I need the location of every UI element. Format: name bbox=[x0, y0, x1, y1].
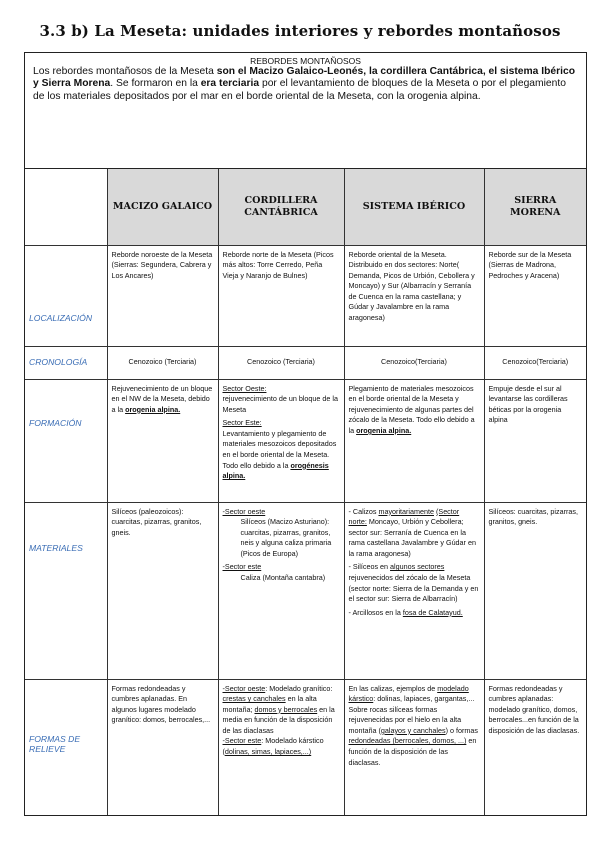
formacion-iberico-underlined: orogenia alpina. bbox=[356, 425, 412, 435]
row-label-cronologia: CRONOLOGÍA bbox=[25, 346, 107, 379]
cell-relieve-morena: Formas redondeadas y cumbres aplanadas: modelado granítico, domos, berrocales...en función de la disposición de las diaclasas. bbox=[484, 679, 586, 815]
cell-cronologia-iberico: Cenozoico(Terciaria) bbox=[344, 346, 484, 379]
cell-materiales-iberico bbox=[344, 502, 484, 679]
comparison-table bbox=[25, 169, 586, 815]
col-header-cordillera-cantabrica: CORDILLERA CANTÁBRICA bbox=[218, 169, 344, 245]
intro-paragraph bbox=[33, 66, 578, 103]
intro-text-1: Los rebordes montañosos de la Meseta bbox=[33, 66, 217, 77]
relieve-cantabrica-sector-este: -Sector este bbox=[222, 736, 262, 746]
materiales-iberico-3u: fosa de Calatayud. bbox=[402, 607, 463, 617]
row-label-relieve: FORMAS DE RELIEVE bbox=[25, 679, 107, 815]
relieve-iberico-c: ) o formas bbox=[445, 725, 478, 735]
intro-bold-1: son el Macizo Galaico-Leonés, la cordillera Cantábrica, el sistema Ibérico y Sierra Morena bbox=[33, 66, 575, 90]
materiales-iberico-3a: - Arcillosos en la bbox=[348, 607, 403, 617]
cell-localizacion-cantabrica: Reborde norte de la Meseta (Picos más altos: Torre Cerredo, Peña Vieja y Naranjo de Bulnes) bbox=[218, 245, 344, 346]
relieve-iberico-u2: galayos y canchales bbox=[380, 725, 446, 735]
materiales-cantabrica-sector-este: -Sector este bbox=[222, 562, 262, 572]
cell-formacion-iberico bbox=[344, 379, 484, 502]
intro-box bbox=[25, 53, 586, 169]
relieve-iberico-d: en función de la disposición de las diaclasas. bbox=[348, 736, 477, 767]
intro-heading: REBORDES MONTAÑOSOS bbox=[250, 56, 361, 66]
relieve-cantabrica-1a: : Modelado granítico: bbox=[265, 683, 333, 693]
page-title: 3.3 b) La Meseta: unidades interiores y rebordes montañosos bbox=[39, 22, 561, 40]
relieve-cantabrica-2u: dolinas, simas, lapiaces,...) bbox=[224, 747, 312, 757]
formacion-galaico-underlined: orogenia alpina. bbox=[125, 404, 181, 414]
formacion-cantabrica-underlined: orogénesis alpina. bbox=[222, 460, 329, 481]
materiales-iberico-2a: - Silíceos en bbox=[348, 562, 391, 572]
cell-localizacion-galaico: Reborde noroeste de la Meseta (Sierras: Segundera, Cabrera y Los Ancares) bbox=[107, 245, 218, 346]
materiales-cantabrica-este-text: Caliza (Montaña cantabra) bbox=[240, 573, 326, 583]
row-cronologia bbox=[25, 346, 586, 379]
row-localizacion bbox=[25, 245, 586, 346]
materiales-cantabrica-sector-oeste: -Sector oeste bbox=[222, 506, 266, 516]
relieve-cantabrica-1u: crestas y canchales bbox=[222, 694, 286, 704]
col-header-macizo-galaico: MACIZO GALAICO bbox=[107, 169, 218, 245]
cell-relieve-cantabrica bbox=[218, 679, 344, 815]
materiales-iberico-2u: algunos sectores bbox=[390, 562, 445, 572]
formacion-galaico-text: Rejuvenecimiento de un bloque en el NW de la Meseta, debido a la bbox=[111, 383, 213, 414]
cell-formacion-cantabrica bbox=[218, 379, 344, 502]
row-label-formacion: FORMACIÓN bbox=[25, 379, 107, 502]
materiales-iberico-1u2: (Sector norte: bbox=[348, 506, 460, 527]
cell-cronologia-galaico: Cenozoico (Terciaria) bbox=[107, 346, 218, 379]
formacion-cantabrica-este-text: Levantamiento y plegamiento de materiales mesozoicos depositados en el borde oriental de la Meseta. Todo ello debido a la bbox=[222, 428, 337, 470]
relieve-cantabrica-2a: : Modelado kárstico ( bbox=[222, 736, 324, 757]
cell-localizacion-iberico: Reborde oriental de la Meseta. Distribuido en dos sectores: Norte( Demanda, Picos de Urbión, Cebollera y Moncayo) y Sur (Albarracín y Serranía de Cuenca en la rama castellana; y Gúdar y Javalambre en la rama aragonesa) bbox=[344, 245, 484, 346]
col-header-sierra-morena: SIERRA MORENA bbox=[484, 169, 586, 245]
materiales-iberico-1b: Moncayo, Urbión y Cebollera; sector sur: Serranía de Cuenca en la rama castellana Javalambre y Gúdar en la rama aragonesa) bbox=[348, 517, 476, 558]
relieve-cantabrica-1b: en la alta montaña; bbox=[222, 694, 317, 714]
materiales-iberico-1u: mayoritariamente bbox=[378, 506, 434, 516]
formacion-cantabrica-sector-oeste: Sector Oeste: bbox=[222, 383, 267, 393]
relieve-iberico-u1: modelado kárstico bbox=[348, 683, 469, 704]
relieve-iberico-a: En las calizas, ejemplos de bbox=[348, 683, 438, 693]
cell-materiales-morena: Silíceos: cuarcitas, pizarras, granitos, gneis. bbox=[484, 502, 586, 679]
cell-localizacion-morena: Reborde sur de la Meseta (Sierras de Madrona, Pedroches y Aracena) bbox=[484, 245, 586, 346]
relieve-iberico-b: : dolinas, lapiaces, gargantas,... Sobre rocas silíceas formas rejuvenecidas por el hielo en la alta montaña ( bbox=[348, 694, 475, 735]
intro-text-2: . Se formaron en la bbox=[110, 78, 201, 90]
cell-relieve-galaico: Formas redondeadas y cumbres aplanadas. En algunos lugares modelado granítico: domos, berrocales,... bbox=[107, 679, 218, 815]
row-relieve bbox=[25, 679, 586, 815]
materiales-iberico-1a: - Calizos bbox=[348, 506, 379, 516]
relieve-cantabrica-sector-oeste: -Sector oeste bbox=[222, 683, 266, 693]
cell-cronologia-cantabrica: Cenozoico (Terciaria) bbox=[218, 346, 344, 379]
corner-cell bbox=[25, 169, 107, 245]
row-formacion bbox=[25, 379, 586, 502]
cell-materiales-galaico: Silíceos (paleozoicos): cuarcitas, pizarras, granitos, gneis. bbox=[107, 502, 218, 679]
cell-materiales-cantabrica bbox=[218, 502, 344, 679]
formacion-cantabrica-oeste-text: rejuvenecimiento de un bloque de la Meseta bbox=[222, 394, 338, 414]
document-table-container bbox=[24, 52, 587, 816]
formacion-cantabrica-sector-este: Sector Este: bbox=[222, 418, 262, 428]
intro-bold-2: era terciaria bbox=[200, 78, 260, 90]
relieve-cantabrica-1c: en la media en función de la disposición de las diaclasas bbox=[222, 704, 335, 735]
cell-formacion-morena: Empuje desde el sur al levantarse las cordilleras béticas por la orogenia alpina bbox=[484, 379, 586, 502]
row-materiales bbox=[25, 502, 586, 679]
relieve-cantabrica-1u2: domos y berrocales bbox=[254, 704, 318, 714]
materiales-iberico-2b: rejuvenecidos del zócalo de la Meseta (sector norte: Sierra de la Demanda y en el sector sur: Sierra de Albarracín) bbox=[348, 573, 479, 604]
cell-relieve-iberico bbox=[344, 679, 484, 815]
col-header-sistema-iberico: SISTEMA IBÉRICO bbox=[344, 169, 484, 245]
intro-text-3: por el levantamiento de bloques de la Meseta o por el plegamiento de los materiales depositados por el mar en el borde oriental de la Meseta, con la orogenia alpina. bbox=[33, 78, 566, 102]
formacion-iberico-text: Plegamiento de materiales mesozoicos en el borde oriental de la Meseta y rejuvenecimiento de algunas partes del zócalo de la Meseta. Todo ello debido a la bbox=[348, 383, 475, 435]
cell-cronologia-morena: Cenozoico(Terciaria) bbox=[484, 346, 586, 379]
header-row bbox=[25, 169, 586, 245]
row-label-localizacion: LOCALIZACIÓN bbox=[25, 245, 107, 346]
materiales-cantabrica-oeste-text: Silíceos (Macizo Asturiano): cuarcitas, pizarras, granitos, neis y alguna caliza primaria (Picos de Europa) bbox=[240, 517, 332, 558]
row-label-materiales: MATERIALES bbox=[25, 502, 107, 679]
relieve-iberico-u3: redondeadas (berrocales, domos, ...) bbox=[348, 736, 467, 746]
cell-formacion-galaico bbox=[107, 379, 218, 502]
